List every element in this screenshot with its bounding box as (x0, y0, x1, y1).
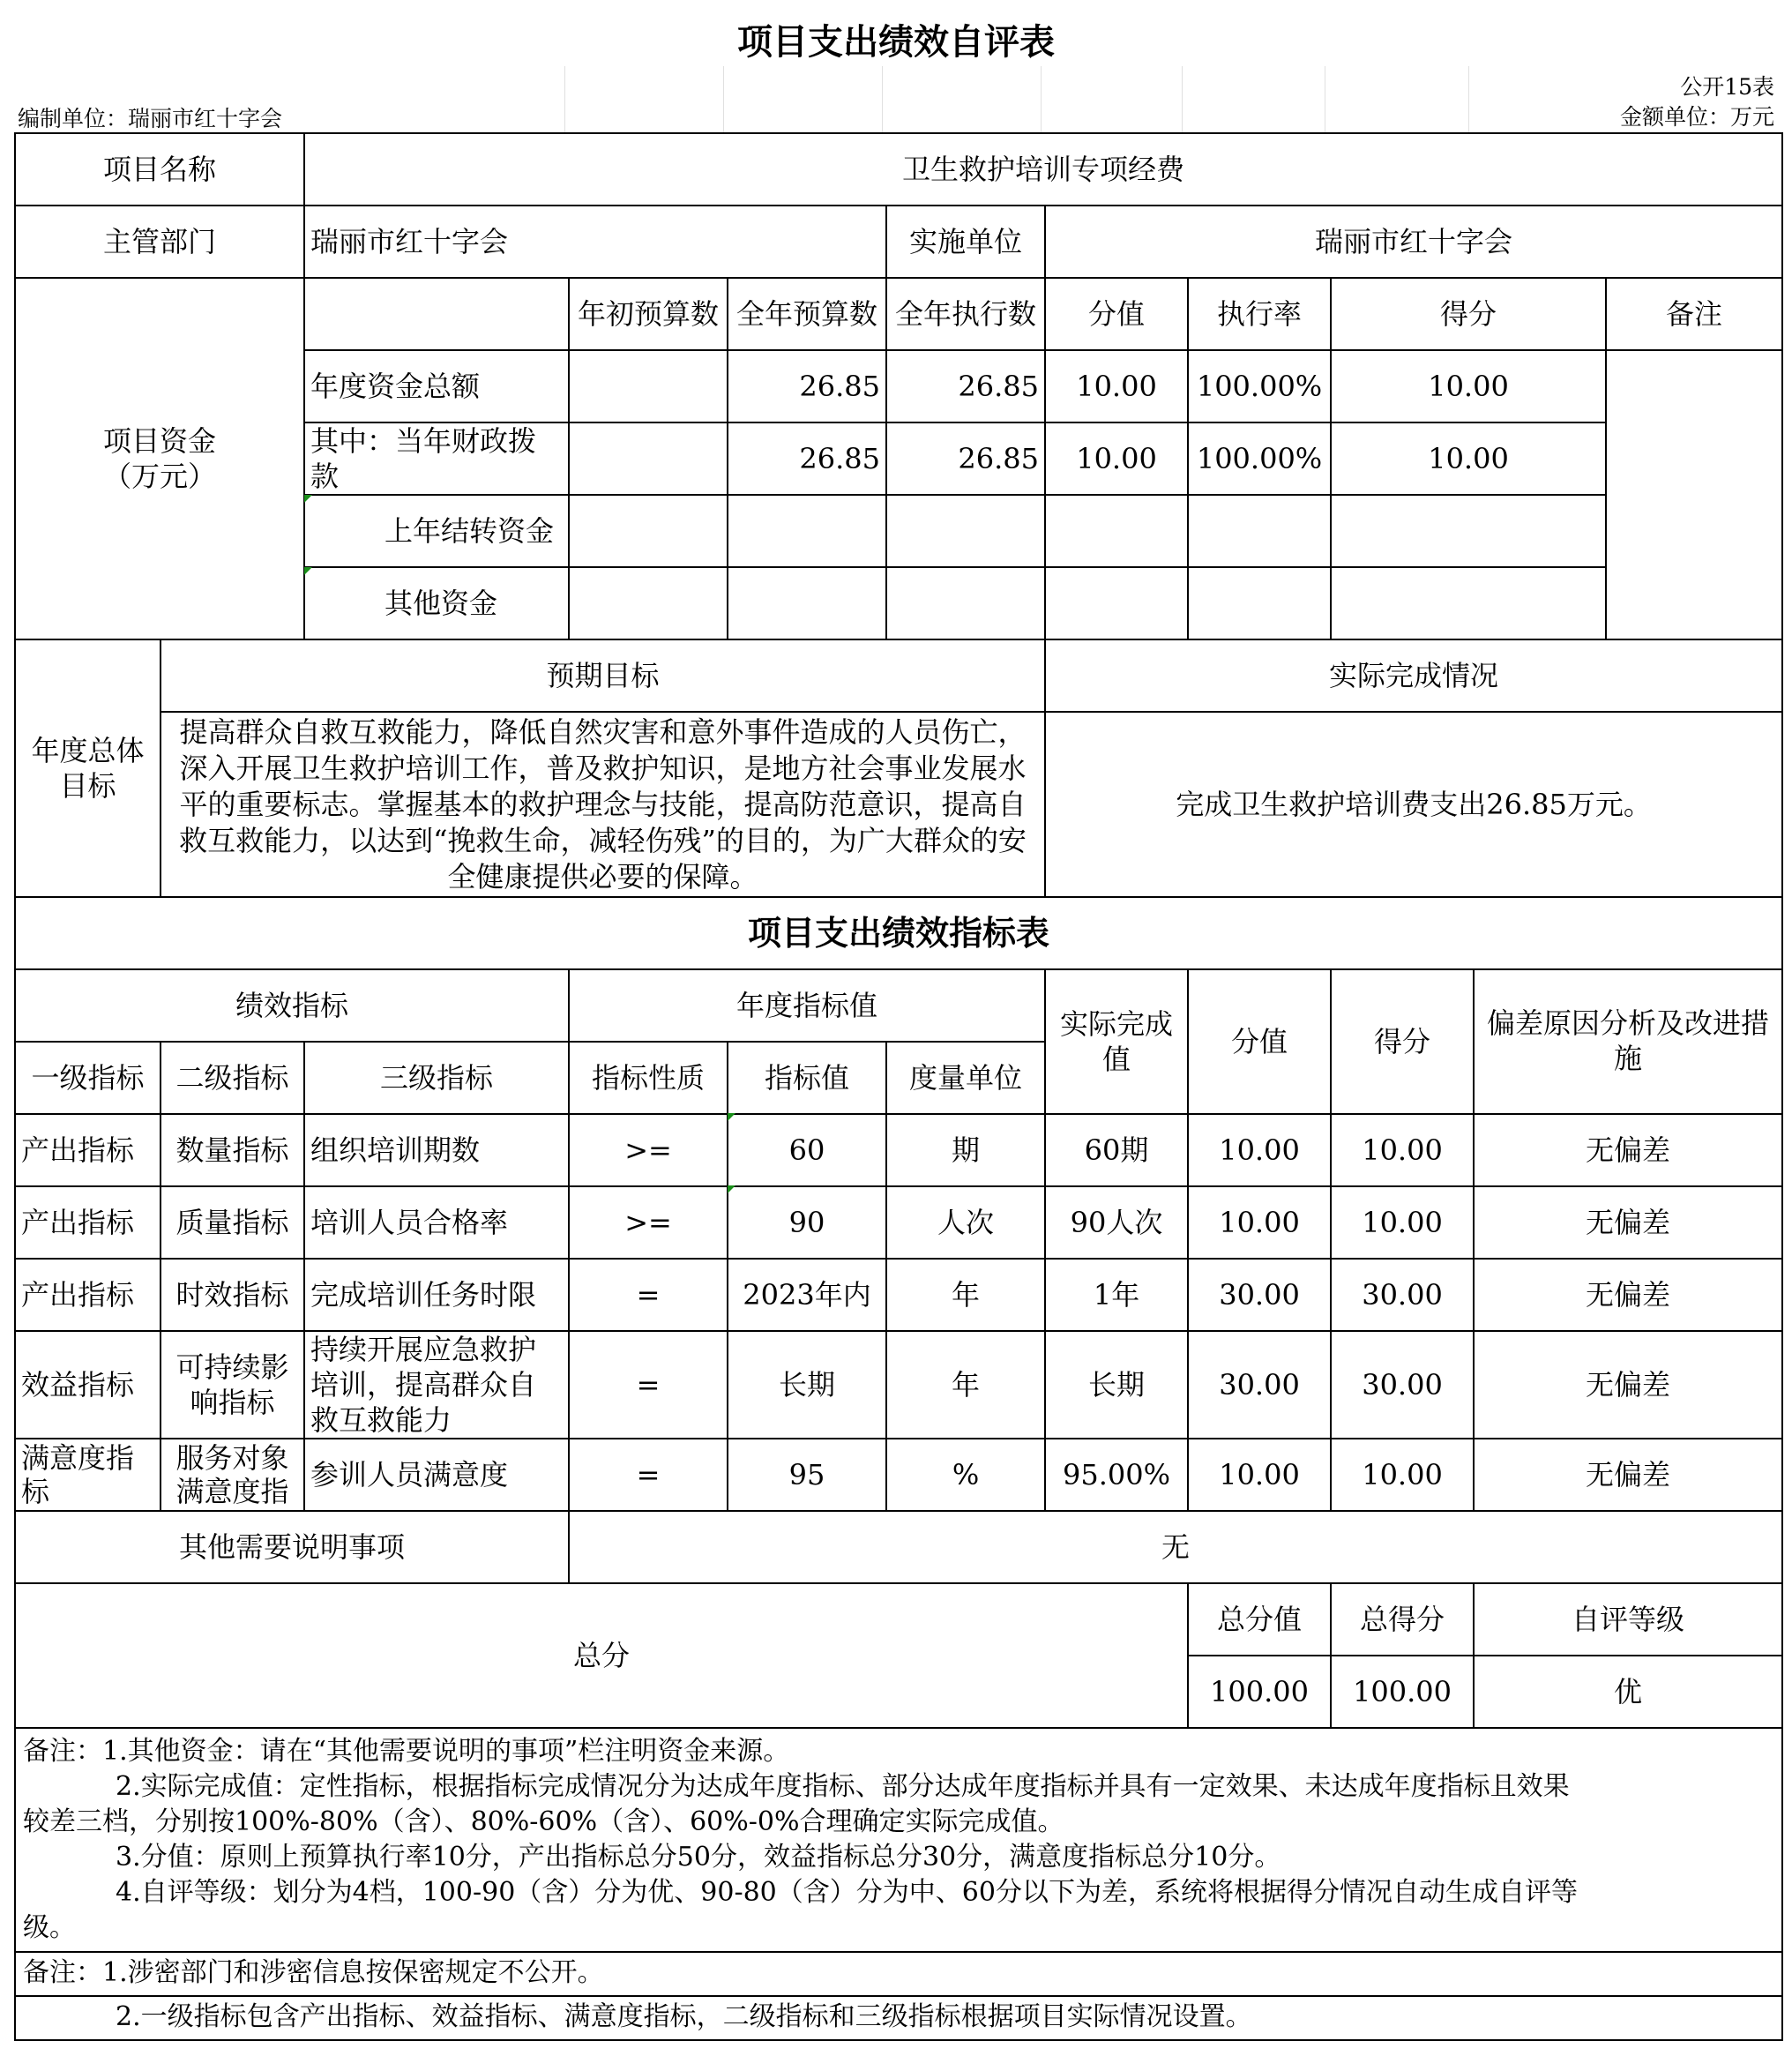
indicator-l2: 时效指标 (161, 1259, 304, 1331)
funds-row-name: 其他资金 (304, 567, 569, 639)
indicator-l1: 效益指标 (15, 1331, 161, 1439)
funds-row-name: 年度资金总额 (304, 350, 569, 422)
funds-row-score (1331, 495, 1606, 567)
cell-marker-icon (304, 567, 312, 575)
gridline (1468, 66, 1469, 132)
indicator-l3: 培训人员合格率 (304, 1186, 569, 1259)
note-line: 3.分值：原则上预算执行率10分，产出指标总分50分，效益指标总分30分，满意度指标总分10分。 (116, 1842, 1281, 1873)
indicator-score: 10.00 (1331, 1114, 1474, 1186)
funds-header-executed: 全年执行数 (886, 278, 1045, 350)
h-score-value: 分值 (1188, 969, 1331, 1114)
other-matters-value: 无 (569, 1511, 1782, 1583)
indicator-nature: = (569, 1331, 728, 1439)
funds-row-rate (1188, 495, 1331, 567)
compiling-unit: 编制单位：瑞丽市红十字会 (18, 106, 283, 131)
indicator-l3: 持续开展应急救护培训，提高群众自救互救能力 (304, 1331, 569, 1439)
indicator-score: 10.00 (1331, 1439, 1474, 1511)
indicator-unit: 期 (886, 1114, 1045, 1186)
indicator-value: 2023年内 (728, 1259, 886, 1331)
funds-row-rate: 100.00% (1188, 422, 1331, 495)
indicator-score-value: 30.00 (1188, 1259, 1331, 1331)
indicator-value: 90 (728, 1186, 886, 1259)
note-line: 2.实际完成值：定性指标，根据指标完成情况分为达成年度指标、部分达成年度指标并具有一定效果、未达成年度指标且效果 (116, 1771, 1570, 1802)
h-level1: 一级指标 (15, 1042, 161, 1114)
funds-header-blank (304, 278, 569, 350)
indicator-deviation: 无偏差 (1474, 1186, 1782, 1259)
goals-actual-header: 实际完成情况 (1045, 639, 1782, 712)
note-line: 较差三档，分别按100%-80%（含）、80%-60%（含）、60%-0%合理确定实际完成值。 (23, 1806, 1064, 1837)
funds-remark-cell (1606, 350, 1782, 639)
indicator-actual: 1年 (1045, 1259, 1188, 1331)
funds-label-line1: 项目资金 (103, 424, 217, 458)
indicator-nature: >= (569, 1186, 728, 1259)
funds-row-score: 10.00 (1331, 422, 1606, 495)
indicator-unit: 年 (886, 1259, 1045, 1331)
notes-block-2-line1: 备注：1.涉密部门和涉密信息按保密规定不公开。 (15, 1952, 1782, 1996)
funds-row-initial (569, 422, 728, 495)
indicator-deviation: 无偏差 (1474, 1439, 1782, 1511)
indicator-score-value: 10.00 (1188, 1439, 1331, 1511)
funds-row-initial (569, 495, 728, 567)
indicator-actual: 90人次 (1045, 1186, 1188, 1259)
h-level2: 二级指标 (161, 1042, 304, 1114)
funds-row-score (1331, 567, 1606, 639)
total-value-label: 总分值 (1188, 1583, 1331, 1656)
indicator-l2: 可持续影响指标 (161, 1331, 304, 1439)
indicator-nature: >= (569, 1114, 728, 1186)
gridline (723, 66, 724, 132)
h-perf: 绩效指标 (15, 969, 569, 1042)
funds-row-score-value (1045, 495, 1188, 567)
indicator-l3: 参训人员满意度 (304, 1439, 569, 1511)
indicator-l2: 数量指标 (161, 1114, 304, 1186)
indicator-l2: 服务对象满意度指 (161, 1439, 304, 1511)
indicator-l1: 产出指标 (15, 1186, 161, 1259)
h-annual: 年度指标值 (569, 969, 1045, 1042)
impl-value: 瑞丽市红十字会 (1045, 206, 1782, 278)
h-actual: 实际完成值 (1045, 969, 1188, 1114)
funds-label-line2: （万元） (103, 460, 217, 493)
indicator-deviation: 无偏差 (1474, 1331, 1782, 1439)
gridline (882, 66, 883, 132)
indicator-unit: 年 (886, 1331, 1045, 1439)
funds-header-remark: 备注 (1606, 278, 1782, 350)
note-line: 备注：1.其他资金：请在“其他需要说明的事项”栏注明资金来源。 (23, 1736, 790, 1767)
funds-row-executed (886, 495, 1045, 567)
funds-header-score-value: 分值 (1045, 278, 1188, 350)
funds-row-executed: 26.85 (886, 350, 1045, 422)
funds-row-score-value: 10.00 (1045, 422, 1188, 495)
funds-header-rate: 执行率 (1188, 278, 1331, 350)
gridline (1182, 66, 1183, 132)
funds-header-budget: 全年预算数 (728, 278, 886, 350)
cell-marker-icon (728, 1113, 735, 1121)
indicator-score: 30.00 (1331, 1331, 1474, 1439)
grade-value: 优 (1474, 1656, 1782, 1728)
total-score: 100.00 (1331, 1656, 1474, 1728)
total-score-label: 总得分 (1331, 1583, 1474, 1656)
indicator-actual: 95.00% (1045, 1439, 1188, 1511)
h-nature: 指标性质 (569, 1042, 728, 1114)
dept-label: 主管部门 (15, 206, 304, 278)
funds-row-score-value: 10.00 (1045, 350, 1188, 422)
indicator-unit: % (886, 1439, 1045, 1511)
indicator-score-value: 10.00 (1188, 1186, 1331, 1259)
indicator-l1: 满意度指标 (15, 1439, 161, 1511)
funds-label (15, 278, 304, 639)
funds-row-executed (886, 567, 1045, 639)
funds-row-rate (1188, 567, 1331, 639)
funds-row-budget (728, 495, 886, 567)
indicator-l3: 组织培训期数 (304, 1114, 569, 1186)
indicator-actual: 长期 (1045, 1331, 1188, 1439)
funds-row-score-value (1045, 567, 1188, 639)
note-line: 级。 (23, 1912, 76, 1943)
indicator-score-value: 10.00 (1188, 1114, 1331, 1186)
indicator-deviation: 无偏差 (1474, 1259, 1782, 1331)
h-level3: 三级指标 (304, 1042, 569, 1114)
funds-row-name: 上年结转资金 (304, 495, 569, 567)
total-label: 总分 (15, 1583, 1188, 1728)
goals-expected-header: 预期目标 (161, 639, 1045, 712)
impl-label: 实施单位 (886, 206, 1045, 278)
cell-marker-icon (304, 495, 312, 503)
indicator-value: 长期 (728, 1331, 886, 1439)
note-line: 4.自评等级：划分为4档，100-90（含）分为优、90-80（含）分为中、60分以下为差，系统将根据得分情况自动生成自评等 (116, 1877, 1578, 1908)
indicator-actual: 60期 (1045, 1114, 1188, 1186)
form-number: 公开15表 (1680, 74, 1774, 100)
gridline (1041, 66, 1042, 132)
project-name-label: 项目名称 (15, 133, 304, 206)
notes-block-1 (15, 1728, 1782, 1952)
goals-label: 年度总体目标 (15, 639, 161, 897)
self-evaluation-table (14, 132, 1783, 2041)
funds-row-rate: 100.00% (1188, 350, 1331, 422)
h-unit: 度量单位 (886, 1042, 1045, 1114)
funds-header-initial: 年初预算数 (569, 278, 728, 350)
funds-row-budget: 26.85 (728, 422, 886, 495)
funds-row-budget (728, 567, 886, 639)
indicator-nature: = (569, 1259, 728, 1331)
indicator-l1: 产出指标 (15, 1259, 161, 1331)
indicator-l3: 完成培训任务时限 (304, 1259, 569, 1331)
funds-row-budget: 26.85 (728, 350, 886, 422)
h-score: 得分 (1331, 969, 1474, 1114)
h-value: 指标值 (728, 1042, 886, 1114)
amount-unit: 金额单位：万元 (1619, 104, 1774, 130)
funds-row-initial (569, 350, 728, 422)
h-deviation: 偏差原因分析及改进措施 (1474, 969, 1782, 1114)
indicator-l2: 质量指标 (161, 1186, 304, 1259)
indicator-score: 10.00 (1331, 1186, 1474, 1259)
indicator-score-value: 30.00 (1188, 1331, 1331, 1439)
funds-row-name: 其中：当年财政拨款 (304, 422, 569, 495)
indicator-value: 95 (728, 1439, 886, 1511)
funds-header-score: 得分 (1331, 278, 1606, 350)
form-info (1620, 72, 1774, 132)
funds-row-score: 10.00 (1331, 350, 1606, 422)
indicator-value: 60 (728, 1114, 886, 1186)
indicator-unit: 人次 (886, 1186, 1045, 1259)
notes-block-2-line2: 2.一级指标包含产出指标、效益指标、满意度指标，二级指标和三级指标根据项目实际情况设置。 (15, 1996, 1782, 2040)
other-matters-label: 其他需要说明事项 (15, 1511, 569, 1583)
indicator-l1: 产出指标 (15, 1114, 161, 1186)
goals-actual-text: 完成卫生救护培训费支出26.85万元。 (1045, 712, 1782, 897)
cell-marker-icon (728, 1185, 735, 1193)
gridline (564, 66, 565, 132)
indicator-deviation: 无偏差 (1474, 1114, 1782, 1186)
project-name-value: 卫生救护培训专项经费 (304, 133, 1782, 206)
goals-expected-text: 提高群众自救互救能力，降低自然灾害和意外事件造成的人员伤亡，深入开展卫生救护培训工作，普及救护知识，是地方社会事业发展水平的重要标志。掌握基本的救护理念与技能，提高防范意识，提高自救互救能力，以达到“挽救生命，减轻伤残”的目的，为广大群众的安全健康提供必要的保障。 (161, 712, 1045, 897)
dept-value: 瑞丽市红十字会 (304, 206, 886, 278)
grade-label: 自评等级 (1474, 1583, 1782, 1656)
funds-row-initial (569, 567, 728, 639)
indicators-section-title: 项目支出绩效指标表 (15, 897, 1782, 969)
indicator-nature: = (569, 1439, 728, 1511)
page-title: 项目支出绩效自评表 (737, 21, 1055, 63)
funds-row-executed: 26.85 (886, 422, 1045, 495)
indicator-score: 30.00 (1331, 1259, 1474, 1331)
total-value: 100.00 (1188, 1656, 1331, 1728)
